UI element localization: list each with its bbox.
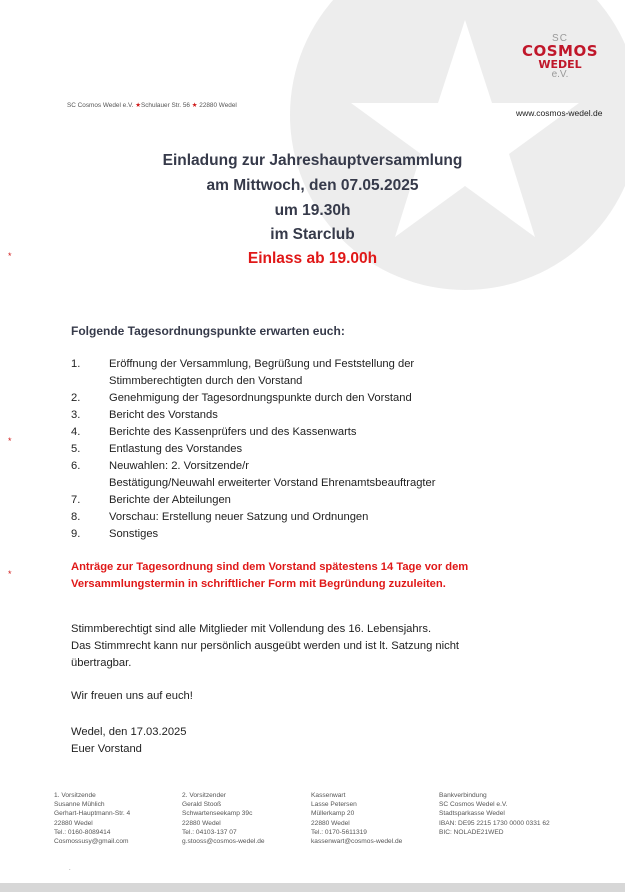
agenda-item-text: Berichte des Kassenprüfers und des Kassenwarts [109, 426, 357, 438]
footer-line: 2. Vorsitzender [182, 792, 226, 799]
logo-sc-text: SC [552, 33, 568, 44]
agenda-item [71, 356, 541, 390]
agenda-item [71, 492, 541, 509]
footer-line: BIC: NOLADE21WED [439, 828, 504, 836]
agenda-item-number: 5. [71, 443, 81, 455]
footer-line: Tel.: 04103-137 07 [182, 828, 237, 836]
club-logo [514, 34, 606, 80]
agenda-item-text: Berichte der Abteilungen [109, 494, 231, 506]
agenda-item-number: 9. [71, 528, 81, 540]
agenda-item-text: Entlastung des Vorstandes [109, 443, 243, 455]
footer-email[interactable]: kassenwart@cosmos-wedel.de [311, 838, 403, 846]
invitation-title: Einladung zur Jahreshauptversammlung [162, 152, 463, 169]
agenda-item-text: Sonstiges [109, 528, 159, 540]
page-bottom-edge [0, 883, 625, 892]
admission-time: Einlass ab 19.00h [247, 250, 378, 267]
agenda-item [71, 458, 541, 492]
footer-line: Susanne Mühlich [54, 801, 105, 809]
footer-line: Lasse Petersen [311, 801, 357, 809]
sender-address-line [67, 101, 237, 109]
motions-deadline-notice [71, 559, 541, 593]
agenda-item-text: Vorschau: Erstellung neuer Satzung und Ordnungen [109, 511, 369, 523]
bottom-mark: . [69, 866, 71, 872]
agenda-heading: Folgende Tagesordnungspunkte erwarten euch: [71, 324, 345, 338]
agenda-item [71, 424, 541, 441]
agenda-item-text: Bericht des Vorstands [109, 409, 218, 421]
footer-line: Müllerkamp 20 [311, 810, 355, 818]
website-url: www.cosmos-wedel.de [516, 108, 603, 118]
footer-line: SC Cosmos Wedel e.V. [439, 801, 508, 809]
agenda-item [71, 390, 541, 407]
agenda-item-line: Bestätigung/Neuwahl erweiterter Vorstand Ehrenamtsbeauftragter [109, 477, 436, 489]
place-and-date: Wedel, den 17.03.2025 [71, 726, 187, 738]
footer-line: Tel.: 0160-8089414 [54, 828, 111, 836]
sender-name: SC Cosmos Wedel e.V. [67, 102, 136, 109]
footer-column-chair [54, 791, 182, 846]
voting-rights-line: Das Stimmrecht kann nur persönlich ausgeübt werden und ist lt. Satzung nicht [71, 640, 460, 652]
agenda-item [71, 526, 541, 543]
footer-line: Stadtsparkasse Wedel [439, 810, 505, 818]
meeting-time: um 19.30h [274, 202, 351, 219]
logo-ev-text: e.V. [551, 69, 569, 80]
footer-email[interactable]: Cosmossusy@gmail.com [54, 838, 129, 846]
agenda-item-text [109, 458, 541, 492]
agenda-item-line: Eröffnung der Versammlung, Begrüßung und Feststellung der [109, 358, 415, 370]
agenda-item-line: Stimmberechtigten durch den Vorstand [109, 375, 303, 387]
logo-wedel-text: WEDEL [538, 58, 582, 71]
margin-mark: * [8, 569, 12, 579]
meeting-date: am Mittwoch, den 07.05.2025 [206, 177, 419, 194]
separator-star-icon: ★ [191, 102, 198, 109]
footer-line: Kassenwart [311, 792, 346, 799]
footer-column-treasurer [311, 791, 439, 846]
agenda-item-text: Genehmigung der Tagesordnungspunkte durch den Vorstand [109, 392, 412, 404]
logo-cosmos-text: COSMOS [521, 42, 599, 60]
footer-line: IBAN: DE95 2215 1730 0000 0331 62 [439, 819, 550, 827]
agenda-item [71, 441, 541, 458]
agenda-item-line: Neuwahlen: 2. Vorsitzende/r [109, 460, 249, 472]
footer-line: Gerhart-Hauptmann-Str. 4 [54, 810, 131, 818]
footer-line: 22880 Wedel [182, 819, 221, 827]
footer-contacts [54, 791, 614, 846]
closing-greeting: Wir freuen uns auf euch! [71, 690, 193, 702]
voting-rights-paragraph [71, 621, 541, 672]
motions-notice-line: Anträge zur Tagesordnung sind dem Vorstand spätestens 14 Tage vor dem [71, 561, 469, 573]
agenda-item-number: 1. [71, 358, 81, 370]
agenda-item [71, 509, 541, 526]
footer-line: Bankverbindung [439, 792, 487, 799]
agenda-item-number: 4. [71, 426, 81, 438]
footer-line: Tel.: 0170-5611319 [311, 828, 367, 836]
sender-city: 22880 Wedel [197, 102, 237, 109]
margin-mark: * [8, 436, 12, 446]
agenda-list [71, 356, 541, 543]
meeting-venue: im Starclub [270, 226, 355, 243]
voting-rights-line: Stimmberechtigt sind alle Mitglieder mit Vollendung des 16. Lebensjahrs. [71, 623, 432, 635]
margin-mark: * [8, 251, 12, 261]
sender-street: Schulauer Str. 56 [140, 102, 192, 109]
agenda-item-number: 6. [71, 460, 81, 472]
motions-notice-line: Versammlungstermin in schriftlicher Form mit Begründung zuzuleiten. [71, 578, 446, 590]
footer-column-vice-chair [182, 791, 311, 846]
agenda-item-number: 2. [71, 392, 81, 404]
agenda-item-number: 3. [71, 409, 81, 421]
agenda-item-number: 8. [71, 511, 81, 523]
separator-star-icon: ★ [135, 102, 141, 109]
agenda-item-number: 7. [71, 494, 81, 506]
footer-line: 22880 Wedel [54, 819, 93, 827]
footer-column-bank [439, 791, 589, 846]
footer-line: 1. Vorsitzende [54, 792, 96, 799]
voting-rights-line: übertragbar. [71, 657, 132, 669]
footer-line: Gerald Stooß [182, 801, 222, 809]
agenda-item-text [109, 356, 541, 390]
footer-line: Schwartenseekamp 39c [182, 810, 253, 818]
signature: Euer Vorstand [71, 743, 142, 755]
footer-email[interactable]: g.stooss@cosmos-wedel.de [182, 838, 265, 846]
footer-line: 22880 Wedel [311, 819, 350, 827]
agenda-item [71, 407, 541, 424]
